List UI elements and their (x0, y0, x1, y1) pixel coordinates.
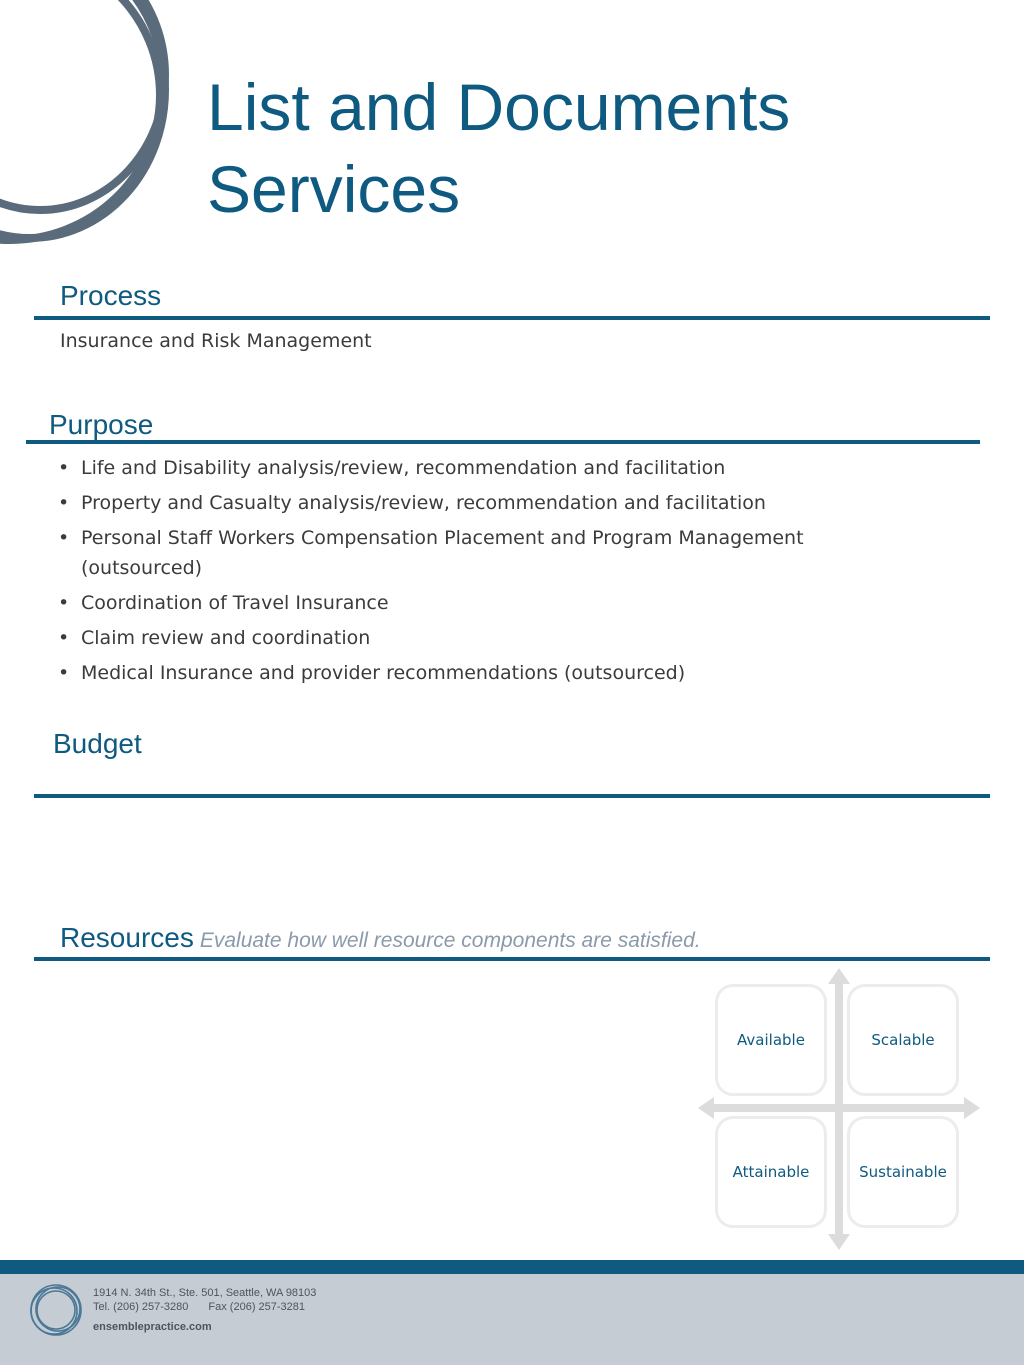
resources-matrix (698, 968, 980, 1250)
process-heading: Process (60, 280, 162, 311)
purpose-item: • Claim review and coordination (58, 623, 918, 653)
resources-note: Evaluate how well resource components are satisfied. (199, 929, 701, 952)
purpose-divider (26, 440, 980, 444)
footer-fax: Fax (206) 257-3281 (208, 1301, 306, 1313)
resources-title: Resources (60, 922, 194, 953)
page-title (207, 66, 790, 230)
footer-address: 1914 N. 34th St., Ste. 501, Seattle, WA 98103 (93, 1287, 317, 1299)
purpose-item: • Property and Casualty analysis/review, recommendation and facilitation (58, 488, 918, 518)
budget-divider (34, 794, 990, 798)
purpose-item: • Coordination of Travel Insurance (58, 588, 918, 618)
decorative-arcs-icon (0, 0, 200, 260)
company-logo-icon (28, 1282, 84, 1338)
footer-website-link[interactable]: ensemblepractice.com (93, 1321, 212, 1333)
footer (0, 1274, 1024, 1365)
purpose-heading: Purpose (49, 409, 154, 440)
footer-accent-bar (0, 1260, 1024, 1274)
matrix-cell-attainable: Attainable (715, 1116, 827, 1228)
footer-phone (93, 1300, 305, 1314)
footer-tel: Tel. (206) 257-3280 (93, 1301, 189, 1313)
purpose-item: • Medical Insurance and provider recommendations (outsourced) (58, 658, 918, 688)
budget-heading: Budget (53, 728, 142, 759)
matrix-cell-scalable: Scalable (847, 984, 959, 1096)
process-text: Insurance and Risk Management (60, 330, 372, 352)
purpose-list (58, 453, 918, 693)
resources-heading (60, 922, 701, 957)
matrix-cell-sustainable: Sustainable (847, 1116, 959, 1228)
purpose-item: • Personal Staff Workers Compensation Placement and Program Management (outsourced) (58, 523, 918, 583)
page-title-line-2: Services (207, 152, 461, 226)
resources-divider (34, 957, 990, 961)
page-title-line-1: List and Documents (207, 70, 791, 144)
matrix-cell-available: Available (715, 984, 827, 1096)
purpose-item: • Life and Disability analysis/review, recommendation and facilitation (58, 453, 918, 483)
process-divider (34, 316, 990, 320)
